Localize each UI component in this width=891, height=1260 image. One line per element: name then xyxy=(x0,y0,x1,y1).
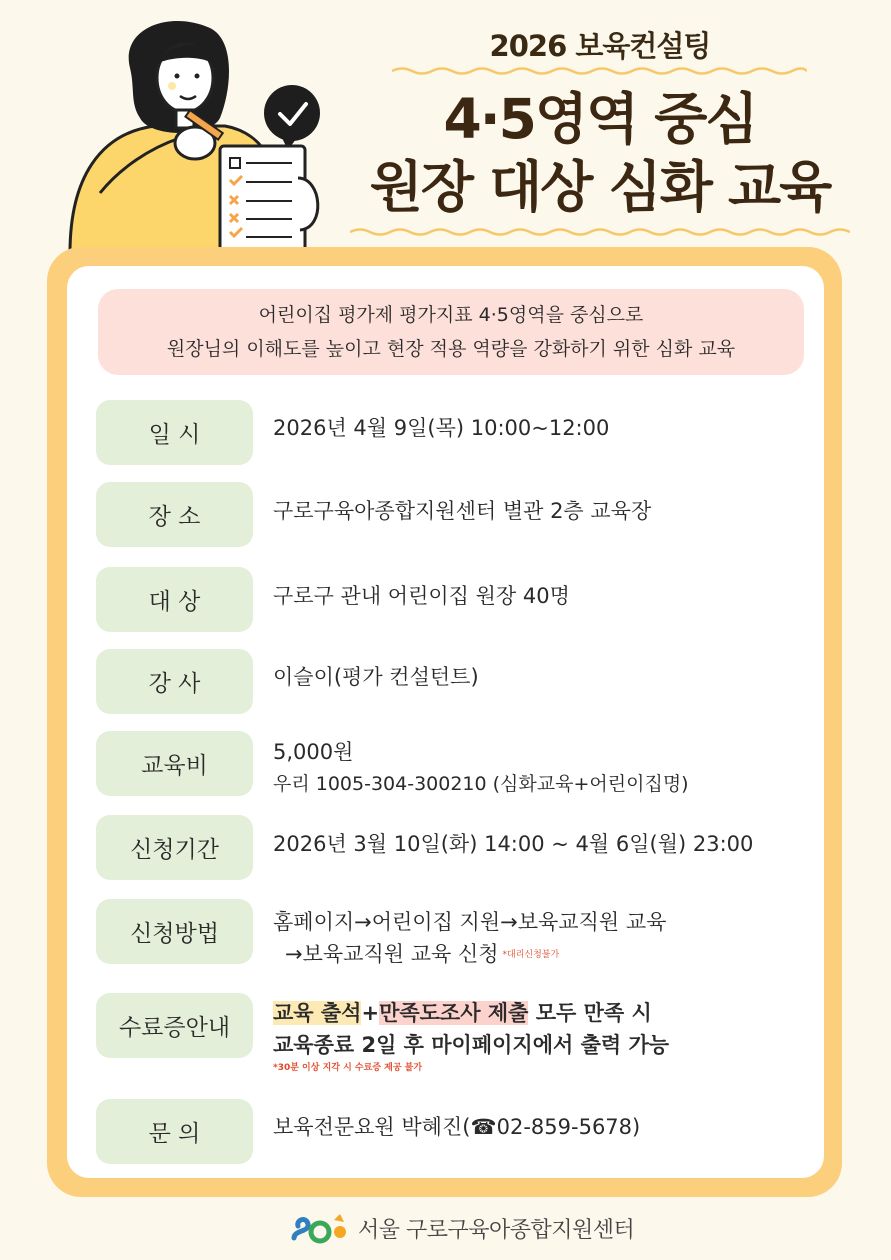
label-lecturer: 강 사 xyxy=(96,649,253,714)
value-method xyxy=(273,906,833,971)
value-period: 2026년 3월 10일(화) 14:00 ~ 4월 6일(월) 23:00 xyxy=(273,832,754,856)
event-subtitle: 2026 보육컨설팅 xyxy=(489,29,711,63)
event-title xyxy=(330,85,870,221)
certificate-rest: 모두 만족 시 xyxy=(528,1001,652,1025)
method-note: *대리신청불가 xyxy=(502,950,560,960)
label-method: 신청방법 xyxy=(96,899,253,964)
value-target: 구로구 관내 어린이집 원장 40명 xyxy=(273,584,570,608)
method-line-2-wrap xyxy=(273,938,833,971)
check-bubble-icon xyxy=(264,85,320,150)
certificate-line-2: 교육종료 2일 후 마이페이지에서 출력 가능 xyxy=(273,1033,670,1057)
label-certificate: 수료증안내 xyxy=(96,993,253,1058)
label-target: 대 상 xyxy=(96,567,253,632)
checklist-icon xyxy=(220,146,305,254)
decorative-wave-top xyxy=(392,66,807,76)
intro-line-2: 원장님의 이해도를 높이고 현장 적용 역량을 강화하기 위한 심화 교육 xyxy=(166,338,736,360)
label-date: 일 시 xyxy=(96,400,253,465)
intro-box xyxy=(98,289,804,375)
value-certificate xyxy=(273,997,833,1075)
fee-amount: 5,000원 xyxy=(273,740,354,764)
value-fee xyxy=(273,736,833,800)
value-contact xyxy=(273,1111,833,1143)
label-place: 장 소 xyxy=(96,482,253,547)
value-date: 2026년 4월 9일(목) 10:00~12:00 xyxy=(273,416,610,440)
method-line-1: 홈페이지→어린이집 지원→보육교직원 교육 xyxy=(273,910,667,934)
fee-account: 우리 1005-304-300210 (심화교육+어린이집명) xyxy=(273,773,689,795)
decorative-wave-bottom xyxy=(350,227,850,237)
certificate-line-1 xyxy=(273,997,833,1029)
woman-with-checklist-illustration xyxy=(60,18,330,258)
footer xyxy=(290,1208,690,1248)
value-place: 구로구육아종합지원센터 별관 2층 교육장 xyxy=(273,499,652,523)
method-line-2: →보육교직원 교육 신청 xyxy=(285,942,499,966)
certificate-highlight-attendance: 교육 출석 xyxy=(273,1001,362,1025)
title-line-1: 4·5영역 중심 xyxy=(443,87,757,151)
logo-icon xyxy=(290,1210,350,1246)
value-lecturer: 이슬이(평가 컨설턴트) xyxy=(273,665,479,689)
label-period: 신청기간 xyxy=(96,815,253,880)
contact-phone: 02-859-5678) xyxy=(496,1115,641,1139)
certificate-plus: + xyxy=(361,1001,380,1025)
label-fee: 교육비 xyxy=(96,731,253,796)
title-line-2: 원장 대상 심화 교육 xyxy=(369,155,831,219)
certificate-note: *30분 이상 지각 시 수료증 제공 불가 xyxy=(273,1063,423,1073)
label-contact: 문 의 xyxy=(96,1099,253,1164)
phone-icon: ☎ xyxy=(470,1115,497,1139)
contact-prefix: 보육전문요원 박혜진( xyxy=(273,1115,471,1139)
intro-line-1: 어린이집 평가제 평가지표 4·5영역을 중심으로 xyxy=(258,304,644,326)
certificate-highlight-survey: 만족도조사 제출 xyxy=(379,1001,529,1025)
footer-org-name: 서울 구로구육아종합지원센터 xyxy=(358,1217,635,1243)
